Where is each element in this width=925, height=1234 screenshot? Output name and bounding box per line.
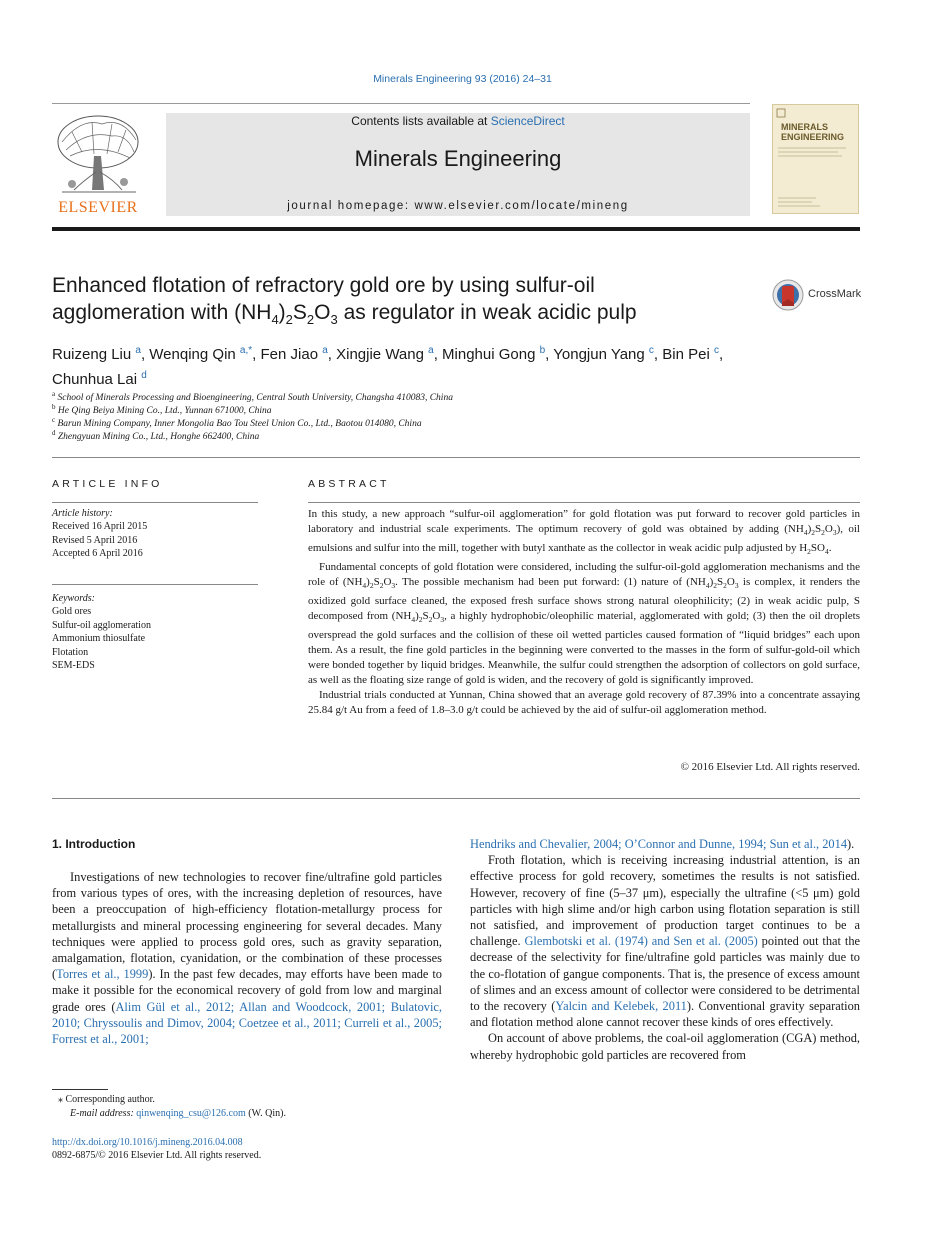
keyword: SEM-EDS xyxy=(52,660,95,672)
sciencedirect-link[interactable]: ScienceDirect xyxy=(490,114,565,128)
contents-prefix: Contents lists available at xyxy=(351,114,491,128)
intro-right-column xyxy=(470,836,860,1063)
affiliation: $^b$ He Qing Beiya Mining Co., Ltd., Yunnan 671000, China xyxy=(52,403,272,417)
title-seg-e: as regulator in weak acidic pulp xyxy=(337,301,637,324)
title-line-2 xyxy=(52,299,752,333)
abstract-paragraph: Industrial trials conducted at Yunnan, China showed that an average gold recovery of 87.39% into a concentrate assaying 25.84 g/t Au from a feed of 1.8–3.0 g/t could be achieved by the aid of sulfur-oil agglomeration method. xyxy=(308,688,860,716)
contents-line xyxy=(166,114,750,128)
citation-link[interactable]: Glembotski et al. (1974) and Sen et al. (2005) xyxy=(524,934,758,949)
author[interactable]: Ruizeng Liu $^a$ xyxy=(52,345,141,363)
title-line-1: Enhanced flotation of refractory gold ore by using sulfur-oil xyxy=(52,274,595,297)
keywords-label: Keywords: xyxy=(52,593,95,604)
elsevier-wordmark[interactable]: ELSEVIER xyxy=(58,199,138,216)
title-sub-3: 2 xyxy=(306,312,315,328)
accepted-date: Accepted 6 April 2016 xyxy=(52,548,143,560)
cover-journal-title: MINERALS ENGINEERING xyxy=(781,122,845,142)
email-note: E-mail address: qinwenqing_csu@126.com (W. Qin). xyxy=(70,1108,286,1119)
title-seg-d: O xyxy=(314,301,331,324)
abstract-body xyxy=(308,507,860,718)
abstract-paragraph: In this study, a new approach “sulfur-oil agglomeration” for gold flotation was put forward to recover gold particles in laboratory and industrial scale experiments. The optimum recovery of gold was obtained by adding $(NH_4)_2S_2O_3$), oil emulsions and sulfur into the mill, together with butyl xanthate as the collector in weak acidic pulp adjusted by $H_2SO_4$. xyxy=(308,508,860,557)
author[interactable]: Xingjie Wang $^a$ xyxy=(336,345,434,363)
author[interactable]: Minghui Gong $^b$ xyxy=(442,345,546,363)
keyword: Sulfur-oil agglomeration xyxy=(52,619,151,631)
article-info-heading: ARTICLE INFO xyxy=(52,478,163,490)
author-list: Ruizeng Liu $^a$, Wenqing Qin $^{a,*}$, Fen Jiao $^a$, Xingjie Wang $^a$, Minghui Gong $^b$, Yongjun Yang $^c$, Bin Pei $^c$, Chunhua Lai $^d$ xyxy=(52,345,724,388)
doi-link[interactable]: http://dx.doi.org/10.1016/j.mineng.2016.04.008 xyxy=(52,1137,243,1148)
abstract-heading: ABSTRACT xyxy=(308,478,390,490)
intro-left-column xyxy=(52,869,442,1047)
abstract-copyright: © 2016 Elsevier Ltd. All rights reserved. xyxy=(680,761,860,773)
citation-link[interactable]: Torres et al., 1999 xyxy=(56,967,149,982)
author[interactable]: Chunhua Lai $^d$ xyxy=(52,370,147,388)
masthead-rule xyxy=(52,227,860,231)
author[interactable]: Fen Jiao $^a$ xyxy=(260,345,328,363)
crossmark-label[interactable]: CrossMark xyxy=(808,288,862,300)
keyword: Ammonium thiosulfate xyxy=(52,633,146,645)
abstract-rule xyxy=(308,502,860,503)
title-sub-2: 2 xyxy=(285,312,293,328)
journal-title: Minerals Engineering xyxy=(354,146,562,171)
abstract-divider xyxy=(52,798,860,799)
header-divider xyxy=(52,103,750,104)
revised-date: Revised 5 April 2016 xyxy=(52,534,138,546)
affiliation: $^d$ Zhengyuan Mining Co., Ltd., Honghe 662400, China xyxy=(52,429,260,443)
keywords-rule xyxy=(52,584,258,585)
author[interactable]: Wenqing Qin $^{a,*}$ xyxy=(149,345,253,363)
crossmark-icon[interactable] xyxy=(772,279,804,311)
affiliation-divider xyxy=(52,457,860,458)
email-link[interactable]: qinwenqing_csu@126.com xyxy=(136,1108,246,1119)
received-date: Received 16 April 2015 xyxy=(52,521,148,533)
journal-citation[interactable]: Minerals Engineering 93 (2016) 24–31 xyxy=(373,73,552,85)
author[interactable]: Yongjun Yang $^c$ xyxy=(553,345,654,363)
citation-link[interactable]: Alim Gül et al., 2012; Allan and Woodcock, 2001; Bulatovic, 2010; Chryssoulis and Dimov, 2004; Coetzee et al., 2011; Curreli et al., 2005; Forrest et al., 2001; xyxy=(52,999,442,1047)
cover-text-lines-icon xyxy=(776,144,854,208)
abstract-paragraph: Fundamental concepts of gold flotation were considered, including the sulfur-oil-gold agglomeration mechanisms and the role of $(NH_4)_2S_2O_3$. The possible mechanism had been put forward: (1) nature of $(NH_4)_2S_2O_3$ is complex, it renders the oxidized gold surface cleaned, the exposed fresh surface shows strong natural oleophilicity; (2) in weak acidic pulp, S decomposed from $(NH_4)_2S_2O_3$, a highly hydrophobic/oleophilic material, agglomerated with gold; (3) then the oil droplets overspread the gold surfaces and the collision of these oil wetted particles caused formation of “liquid bridges” each upon them. As a result, the fine gold particles in the beginning were converted to the masses in the form of sulfur-gold-oil which were bonded together by liquid bridges. Meanwhile, the sulfur could strengthen the adsorption of collectors on gold surface, as well as the floating size range of gold is widen, and the recovery of gold is significantly improved. xyxy=(308,561,861,686)
title-seg-b: ) xyxy=(278,301,286,324)
title-seg-c: S xyxy=(292,301,307,324)
footnote-rule xyxy=(52,1089,108,1090)
keyword: Gold ores xyxy=(52,606,92,618)
introduction-heading: 1. Introduction xyxy=(52,837,136,851)
title-seg-a: agglomeration with (NH xyxy=(52,301,272,324)
title-sub-4: 3 xyxy=(330,312,338,328)
issn-line: 0892-6875/© 2016 Elsevier Ltd. All rights reserved. xyxy=(52,1150,262,1161)
keywords-block xyxy=(52,592,258,672)
citation-link[interactable]: Yalcin and Kelebek, 2011 xyxy=(555,999,687,1014)
intro-paragraph: Froth flotation, which is receiving increasing industrial attention, is an effective process for gold recovery, sometimes the results is not satisfied. However, recovery of fine (5–37 μm), especially the ultrafine (<5 μm) gold particles with high slime and/or high carbon using flotation separation is still not satisfied, and improvement of production target continues to be a challenge. Glembotski et al. (1974) and Sen et al. (2005) pointed out that the decrease of the selectivity for fine/ultrafine gold particles was mainly due to the co-flotation of gangue components. That is, the presence of excess amount of slimes and an excess amount of collector were considered to be detrimental to the recovery (Yalcin and Kelebek, 2011). Conventional gravity separation and flotation method alone cannot recover these kinds of ores effectively. xyxy=(470,853,861,1030)
keyword: Flotation xyxy=(52,646,89,658)
journal-homepage[interactable]: journal homepage: www.elsevier.com/locate/mineng xyxy=(287,200,629,212)
title-sub-1: 4 xyxy=(271,312,279,328)
article-history xyxy=(52,507,258,561)
affiliation: $^a$ School of Minerals Processing and Bioengineering, Central South University, Changsha 410083, China xyxy=(52,390,453,404)
citation-link[interactable]: Hendriks and Chevalier, 2004; O’Connor and Dunne, 1994; Sun et al., 2014 xyxy=(470,837,848,851)
history-label: Article history: xyxy=(52,508,113,519)
author[interactable]: Bin Pei $^c$ xyxy=(662,345,719,363)
intro-paragraph: On account of above problems, the coal-oil agglomeration (CGA) method, whereby hydrophobic gold particles are recovered from xyxy=(470,1031,860,1062)
article-info-rule xyxy=(52,502,258,503)
intro-paragraph-continued: Hendriks and Chevalier, 2004; O’Connor and Dunne, 1994; Sun et al., 2014). xyxy=(470,837,855,851)
article-title xyxy=(52,272,752,333)
intro-paragraph: Investigations of new technologies to recover fine/ultrafine gold particles from various types of ores, with the increasing depletion of resources, have been a preoccupation of high-efficiency flotation-metallurgy process for metallurgists and mineral processing engineering for several decades. Many techniques were applied to process gold ores, such as gravity separation, amalgamation, flotation, cyanidation, or the combination of these processes (Torres et al., 1999). In the past few decades, may efforts have been made to make it possible for the economical recovery of gold from low and marginal grade ores (Alim Gül et al., 2012; Allan and Woodcock, 2001; Bulatovic, 2010; Chryssoulis and Dimov, 2004; Coetzee et al., 2011; Curreli et al., 2005; Forrest et al., 2001; xyxy=(52,870,442,1047)
affiliation: $^c$ Barun Mining Company, Inner Mongolia Bao Tou Steel Union Co., Ltd., Baotou 014080, China xyxy=(52,416,422,430)
cover-publisher-icon xyxy=(776,108,786,118)
corresponding-author-note: ⁎ Corresponding author. xyxy=(58,1094,155,1105)
